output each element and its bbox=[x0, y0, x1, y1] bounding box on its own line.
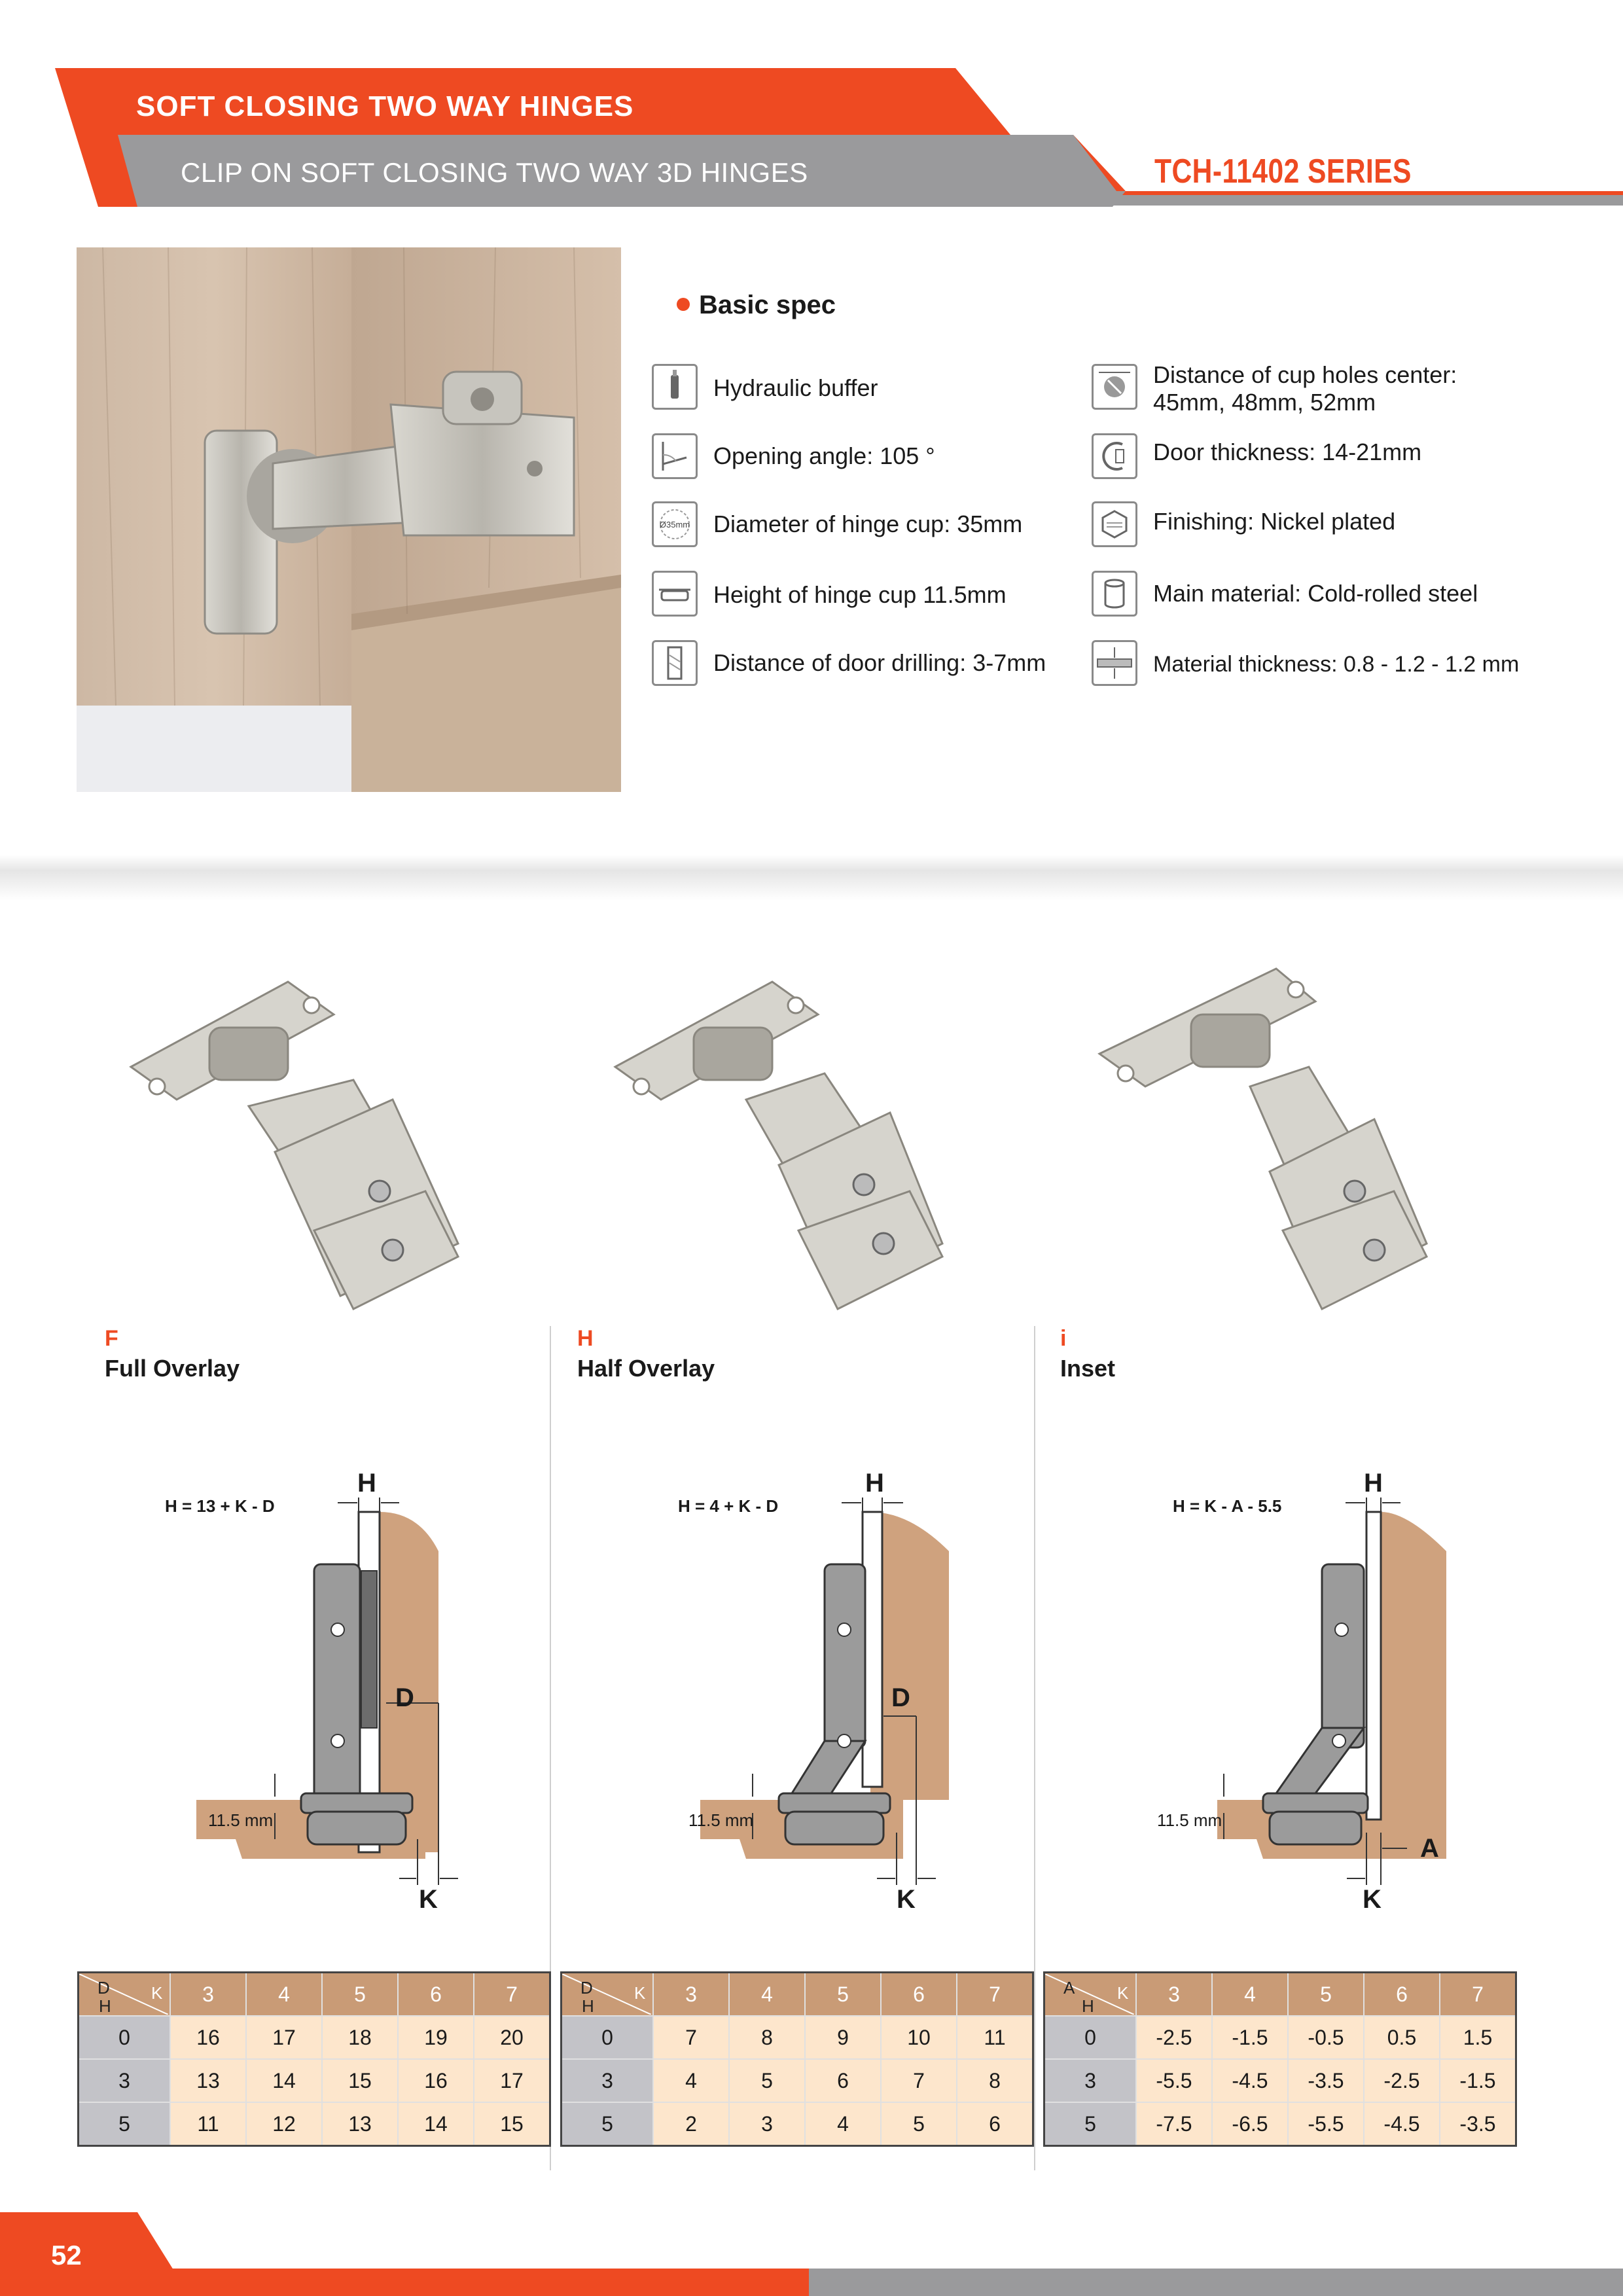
section-title-inset: Inset bbox=[1060, 1355, 1116, 1382]
section-letter-inset: i bbox=[1060, 1326, 1067, 1351]
table-corner-label: A bbox=[1063, 1978, 1075, 1998]
dim-label-d: D bbox=[891, 1683, 910, 1712]
dim-label-a: A bbox=[1420, 1834, 1439, 1863]
table-cell: 20 bbox=[474, 2016, 550, 2059]
page-title: SOFT CLOSING TWO WAY HINGES bbox=[136, 90, 634, 122]
table-corner bbox=[1044, 1973, 1137, 2017]
diagram-inset bbox=[1185, 1466, 1486, 1924]
table-cell: -6.5 bbox=[1212, 2102, 1288, 2146]
table-cell: -2.5 bbox=[1364, 2059, 1440, 2102]
table-row-header: 0 bbox=[79, 2016, 171, 2059]
section-title-full-overlay: Full Overlay bbox=[105, 1355, 240, 1382]
table-column-header: 6 bbox=[881, 1973, 957, 2017]
table-cell: 4 bbox=[653, 2059, 729, 2102]
table-cell: 6 bbox=[957, 2102, 1033, 2146]
table-corner-k: K bbox=[634, 1983, 646, 2003]
table-column-header: 5 bbox=[322, 1973, 398, 2017]
hinge-image-full-overlay bbox=[118, 956, 537, 1322]
dim-label-k: K bbox=[1363, 1885, 1382, 1914]
table-cell: 3 bbox=[729, 2102, 805, 2146]
table-row-header: 0 bbox=[562, 2016, 654, 2059]
diagram-full-overlay bbox=[183, 1466, 484, 1924]
table-cell: -2.5 bbox=[1136, 2016, 1212, 2059]
door-drilling-icon bbox=[652, 640, 698, 686]
table-corner-k: K bbox=[1117, 1983, 1129, 2003]
table-row-header: 3 bbox=[1044, 2059, 1137, 2102]
table-cell: 8 bbox=[957, 2059, 1033, 2102]
bullet-dot-icon bbox=[677, 298, 690, 311]
table-row bbox=[79, 2102, 550, 2146]
overlay-table-full bbox=[77, 1971, 551, 2147]
table-column-header: 4 bbox=[246, 1973, 322, 2017]
spec-finishing: Finishing: Nickel plated bbox=[1153, 508, 1396, 535]
table-row-header: 3 bbox=[79, 2059, 171, 2102]
spec-material-thickness: Material thickness: 0.8 - 1.2 - 1.2 mm bbox=[1153, 652, 1520, 677]
table-cell: 9 bbox=[805, 2016, 881, 2059]
table-row-header: 5 bbox=[79, 2102, 171, 2146]
cup-height-icon bbox=[652, 571, 698, 617]
table-cell: 5 bbox=[729, 2059, 805, 2102]
table-row-header: 3 bbox=[562, 2059, 654, 2102]
diagram-half-overlay bbox=[687, 1466, 988, 1924]
dim-label-cup-height: 11.5 mm bbox=[1157, 1810, 1222, 1830]
spec-heading-text: Basic spec bbox=[699, 291, 836, 319]
hinge-image-inset bbox=[1086, 956, 1505, 1322]
table-cell: 6 bbox=[805, 2059, 881, 2102]
dim-label-h: H bbox=[865, 1469, 884, 1498]
table-column-header: 5 bbox=[1288, 1973, 1364, 2017]
table-cell: 1.5 bbox=[1440, 2016, 1516, 2059]
table-column-header: 3 bbox=[170, 1973, 246, 2017]
table-cell: 12 bbox=[246, 2102, 322, 2146]
table-cell: 17 bbox=[474, 2059, 550, 2102]
spec-door-drilling: Distance of door drilling: 3-7mm bbox=[713, 649, 1046, 676]
table-cell: 19 bbox=[398, 2016, 474, 2059]
series-label: TCH-11402 SERIES bbox=[1154, 152, 1412, 190]
spec-cup-holes bbox=[1153, 361, 1457, 416]
table-cell: 18 bbox=[322, 2016, 398, 2059]
table-cell: -5.5 bbox=[1136, 2059, 1212, 2102]
dim-label-cup-height: 11.5 mm bbox=[208, 1810, 274, 1830]
table-cell: -0.5 bbox=[1288, 2016, 1364, 2059]
table-row-header: 0 bbox=[1044, 2016, 1137, 2059]
dim-label-k: K bbox=[419, 1885, 438, 1914]
table-corner-h: H bbox=[582, 1996, 594, 2015]
dim-label-d: D bbox=[395, 1683, 414, 1712]
cup-holes-icon bbox=[1092, 364, 1137, 410]
formula-full-overlay: H = 13 + K - D bbox=[165, 1496, 275, 1516]
table-cell: -5.5 bbox=[1288, 2102, 1364, 2146]
product-photo bbox=[77, 247, 621, 792]
table-cell: -3.5 bbox=[1440, 2102, 1516, 2146]
table-corner-h: H bbox=[99, 1996, 111, 2015]
table-corner-k: K bbox=[151, 1983, 163, 2003]
cup-diameter-icon bbox=[652, 501, 698, 547]
table-cell: -4.5 bbox=[1364, 2102, 1440, 2146]
material-icon bbox=[1092, 571, 1137, 617]
hinge-image-half-overlay bbox=[602, 956, 1021, 1322]
table-cell: -3.5 bbox=[1288, 2059, 1364, 2102]
table-cell: 11 bbox=[170, 2102, 246, 2146]
table-row-header: 5 bbox=[562, 2102, 654, 2146]
formula-half-overlay: H = 4 + K - D bbox=[678, 1496, 779, 1516]
finishing-icon bbox=[1092, 501, 1137, 547]
table-row-header: 5 bbox=[1044, 2102, 1137, 2146]
table-cell: 15 bbox=[474, 2102, 550, 2146]
table-cell: 16 bbox=[170, 2016, 246, 2059]
table-column-header: 6 bbox=[398, 1973, 474, 2017]
table-cell: 4 bbox=[805, 2102, 881, 2146]
table-corner-label: D bbox=[580, 1978, 593, 1998]
table-column-header: 7 bbox=[474, 1973, 550, 2017]
table-cell: 7 bbox=[653, 2016, 729, 2059]
table-column-header: 3 bbox=[1136, 1973, 1212, 2017]
footer-banner bbox=[0, 2206, 1623, 2296]
table-row bbox=[79, 2059, 550, 2102]
table-cell: 2 bbox=[653, 2102, 729, 2146]
section-letter-half-overlay: H bbox=[577, 1326, 594, 1351]
overlay-table-inset bbox=[1043, 1971, 1517, 2147]
dim-label-cup-height: 11.5 mm bbox=[688, 1810, 754, 1830]
spec-heading bbox=[677, 291, 836, 320]
material-thickness-icon bbox=[1092, 640, 1137, 686]
table-row bbox=[562, 2059, 1033, 2102]
table-cell: 10 bbox=[881, 2016, 957, 2059]
section-title-half-overlay: Half Overlay bbox=[577, 1355, 715, 1382]
dim-label-k: K bbox=[897, 1885, 916, 1914]
table-column-header: 4 bbox=[1212, 1973, 1288, 2017]
table-row bbox=[79, 2016, 550, 2059]
section-divider bbox=[0, 855, 1623, 901]
spec-cup-holes-line1: Distance of cup holes center: bbox=[1153, 361, 1457, 388]
table-cell: -1.5 bbox=[1212, 2016, 1288, 2059]
cup-diameter-icon-text: Ø35mm bbox=[659, 520, 690, 529]
table-column-header: 6 bbox=[1364, 1973, 1440, 2017]
table-row bbox=[1044, 2059, 1516, 2102]
table-cell: 13 bbox=[322, 2102, 398, 2146]
table-cell: 14 bbox=[398, 2102, 474, 2146]
table-cell: 8 bbox=[729, 2016, 805, 2059]
spec-cup-holes-line2: 45mm, 48mm, 52mm bbox=[1153, 389, 1376, 416]
table-cell: -7.5 bbox=[1136, 2102, 1212, 2146]
table-column-header: 3 bbox=[653, 1973, 729, 2017]
table-cell: -1.5 bbox=[1440, 2059, 1516, 2102]
table-column-header: 7 bbox=[957, 1973, 1033, 2017]
table-cell: 15 bbox=[322, 2059, 398, 2102]
table-column-header: 7 bbox=[1440, 1973, 1516, 2017]
door-thickness-icon bbox=[1092, 433, 1137, 479]
table-cell: 11 bbox=[957, 2016, 1033, 2059]
overlay-table-half bbox=[560, 1971, 1034, 2147]
formula-inset: H = K - A - 5.5 bbox=[1173, 1496, 1282, 1516]
table-row bbox=[1044, 2102, 1516, 2146]
table-cell: 0.5 bbox=[1364, 2016, 1440, 2059]
table-cell: 5 bbox=[881, 2102, 957, 2146]
table-cell: 16 bbox=[398, 2059, 474, 2102]
table-cell: 13 bbox=[170, 2059, 246, 2102]
spec-opening-angle: Opening angle: 105 ° bbox=[713, 442, 935, 469]
table-cell: 17 bbox=[246, 2016, 322, 2059]
spec-cup-height: Height of hinge cup 11.5mm bbox=[713, 581, 1007, 608]
table-corner bbox=[79, 1973, 171, 2017]
section-letter-full-overlay: F bbox=[105, 1326, 118, 1351]
table-row bbox=[562, 2102, 1033, 2146]
dim-label-h: H bbox=[357, 1469, 376, 1498]
table-cell: -4.5 bbox=[1212, 2059, 1288, 2102]
page-subtitle: CLIP ON SOFT CLOSING TWO WAY 3D HINGES bbox=[181, 157, 808, 188]
table-corner-h: H bbox=[1082, 1996, 1094, 2015]
table-cell: 7 bbox=[881, 2059, 957, 2102]
table-corner bbox=[562, 1973, 654, 2017]
table-cell: 14 bbox=[246, 2059, 322, 2102]
spec-hydraulic-buffer: Hydraulic buffer bbox=[713, 374, 878, 401]
column-divider bbox=[1034, 1326, 1035, 2170]
table-column-header: 5 bbox=[805, 1973, 881, 2017]
opening-angle-icon bbox=[652, 433, 698, 479]
spec-cup-diameter: Diameter of hinge cup: 35mm bbox=[713, 511, 1023, 537]
page-number: 52 bbox=[51, 2240, 82, 2270]
dim-label-h: H bbox=[1364, 1469, 1383, 1498]
table-corner-label: D bbox=[98, 1978, 110, 1998]
table-row bbox=[562, 2016, 1033, 2059]
spec-material: Main material: Cold-rolled steel bbox=[1153, 580, 1478, 607]
table-column-header: 4 bbox=[729, 1973, 805, 2017]
spec-door-thickness: Door thickness: 14-21mm bbox=[1153, 439, 1422, 465]
hydraulic-buffer-icon bbox=[652, 364, 698, 410]
table-row bbox=[1044, 2016, 1516, 2059]
